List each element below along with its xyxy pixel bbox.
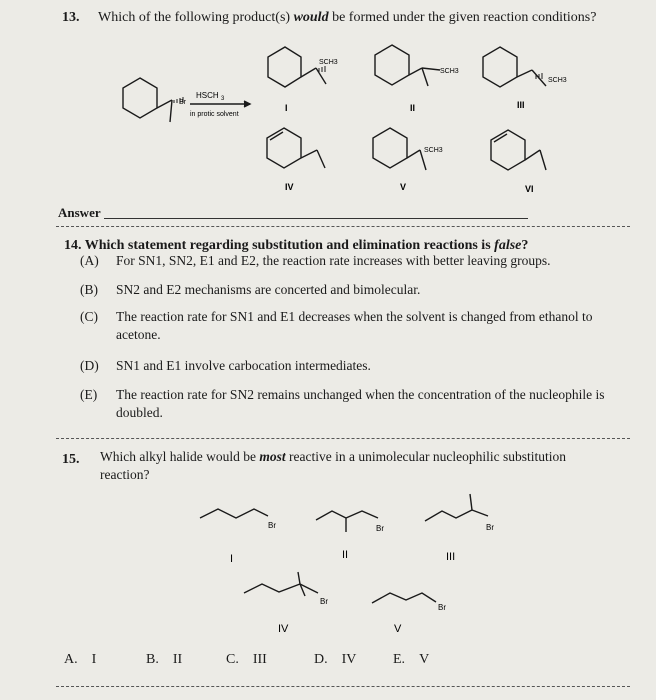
product-label-IV: IV [285, 182, 294, 192]
q15-answer-d[interactable] [314, 652, 356, 668]
product-I-sch3: SCH3 [319, 59, 338, 66]
q13-reaction-scheme [0, 0, 656, 200]
q15-answer-a-value: I [91, 652, 97, 667]
product-III-ring [483, 47, 517, 87]
q14-option-d-text: SN1 and E1 involve carbocation intermediates. [116, 358, 371, 373]
product-label-VI: VI [525, 184, 534, 194]
q14-option-b-text: SN2 and E2 mechanisms are concerted and bimolecular. [116, 282, 421, 297]
q15-answer-b-value: II [172, 652, 183, 667]
divider-2 [56, 438, 630, 439]
q14-option-c-label: (C) [80, 309, 98, 324]
structure-label-III: III [446, 551, 456, 563]
start-br-label: Br [179, 99, 186, 106]
answer-label: Answer [58, 205, 101, 220]
q14-option-d-label: (D) [80, 358, 99, 373]
q14-option-d[interactable] [80, 357, 371, 375]
product-III-sch3: SCH3 [548, 77, 567, 84]
product-label-II: II [410, 103, 416, 113]
product-label-I: I [285, 103, 288, 113]
product-label-V: V [400, 182, 407, 192]
q14-option-b[interactable] [80, 281, 420, 299]
structure-label-V: V [394, 623, 402, 635]
product-II-sch3: SCH3 [440, 68, 459, 75]
q15-answer-b-letter: B. [146, 652, 159, 667]
structure-I-br: Br [268, 521, 276, 530]
q13-number: 13. [62, 10, 80, 25]
structure-V-br: Br [438, 603, 446, 612]
reagent-label: HSCH [196, 91, 219, 100]
q15-answer-d-letter: D. [314, 652, 328, 667]
q14-option-e[interactable] [80, 386, 616, 422]
product-II-ring [375, 45, 409, 85]
product-V-ring [373, 128, 407, 168]
structure-II-br: Br [376, 524, 384, 533]
q15-text-before: Which alkyl halide would be [100, 449, 260, 464]
q14-option-a[interactable] [80, 252, 551, 270]
q13-emphasis: would [293, 10, 329, 25]
divider-3 [56, 686, 630, 687]
q15-answer-e-value: V [419, 652, 430, 667]
q15-answer-c[interactable] [226, 652, 267, 668]
q15-answer-e-letter: E. [393, 652, 406, 667]
product-VI-ring [491, 130, 525, 170]
structure-I [200, 509, 268, 518]
q14-option-c[interactable] [80, 308, 596, 344]
structure-IV [244, 584, 318, 593]
q14-option-a-text: For SN1, SN2, E1 and E2, the reaction rate increases with better leaving groups. [116, 253, 551, 268]
product-label-III: III [517, 100, 525, 110]
condition-label: in protic solvent [190, 111, 239, 118]
q14-option-c-text-2: acetone. [116, 327, 161, 342]
q15-structures [0, 490, 656, 640]
structure-label-IV: IV [278, 623, 289, 635]
q15-emphasis: most [259, 449, 286, 464]
q14-title-prefix: 14. Which statement regarding substitution and elimination reactions is [64, 238, 495, 253]
q14-option-e-text: The reaction rate for SN2 remains unchanged when the concentration of the nucleophile is [116, 387, 605, 402]
q15-answer-a-letter: A. [64, 652, 78, 667]
structure-label-I: I [230, 553, 234, 565]
structure-label-II: II [342, 549, 349, 561]
q15-answer-c-value: III [252, 652, 267, 667]
structure-V [372, 593, 436, 603]
q15-number: 15. [62, 452, 80, 467]
structure-III [425, 510, 472, 521]
q15-answer-b[interactable] [146, 652, 182, 668]
product-IV-ring [267, 128, 301, 168]
product-I-ring [268, 47, 301, 87]
q14-option-e-label: (E) [80, 387, 98, 402]
product-V-sch3: SCH3 [424, 147, 443, 154]
q15-answer-e[interactable] [393, 652, 429, 668]
q14-option-c-text: The reaction rate for SN1 and E1 decreases when the solvent is changed from ethanol to [116, 309, 593, 324]
q15-text-line2: reaction? [100, 467, 150, 482]
q14-option-a-label: (A) [80, 253, 99, 268]
start-cyclohexane [123, 78, 157, 118]
q15-text-after: reactive in a unimolecular nucleophilic substitution [285, 449, 567, 464]
q14-option-e-text-2: doubled. [116, 405, 163, 420]
q15-answer-c-letter: C. [226, 652, 239, 667]
q13-text-before: Which of the following product(s) [98, 10, 294, 25]
structure-II [316, 511, 378, 520]
answer-line[interactable] [104, 218, 528, 219]
q14-title-suffix: ? [521, 238, 529, 253]
structure-IV-br: Br [320, 597, 328, 606]
q13-text-after: be formed under the given reaction conditions? [328, 10, 597, 25]
q15-answer-a[interactable] [64, 652, 96, 668]
q14-option-b-label: (B) [80, 282, 98, 297]
q14-emphasis: false [494, 238, 522, 253]
divider-1 [56, 226, 630, 227]
reagent-subscript: 3 [221, 96, 225, 102]
q15-question [100, 448, 600, 484]
structure-III-br: Br [486, 523, 494, 532]
q15-answer-d-value: IV [341, 652, 357, 667]
